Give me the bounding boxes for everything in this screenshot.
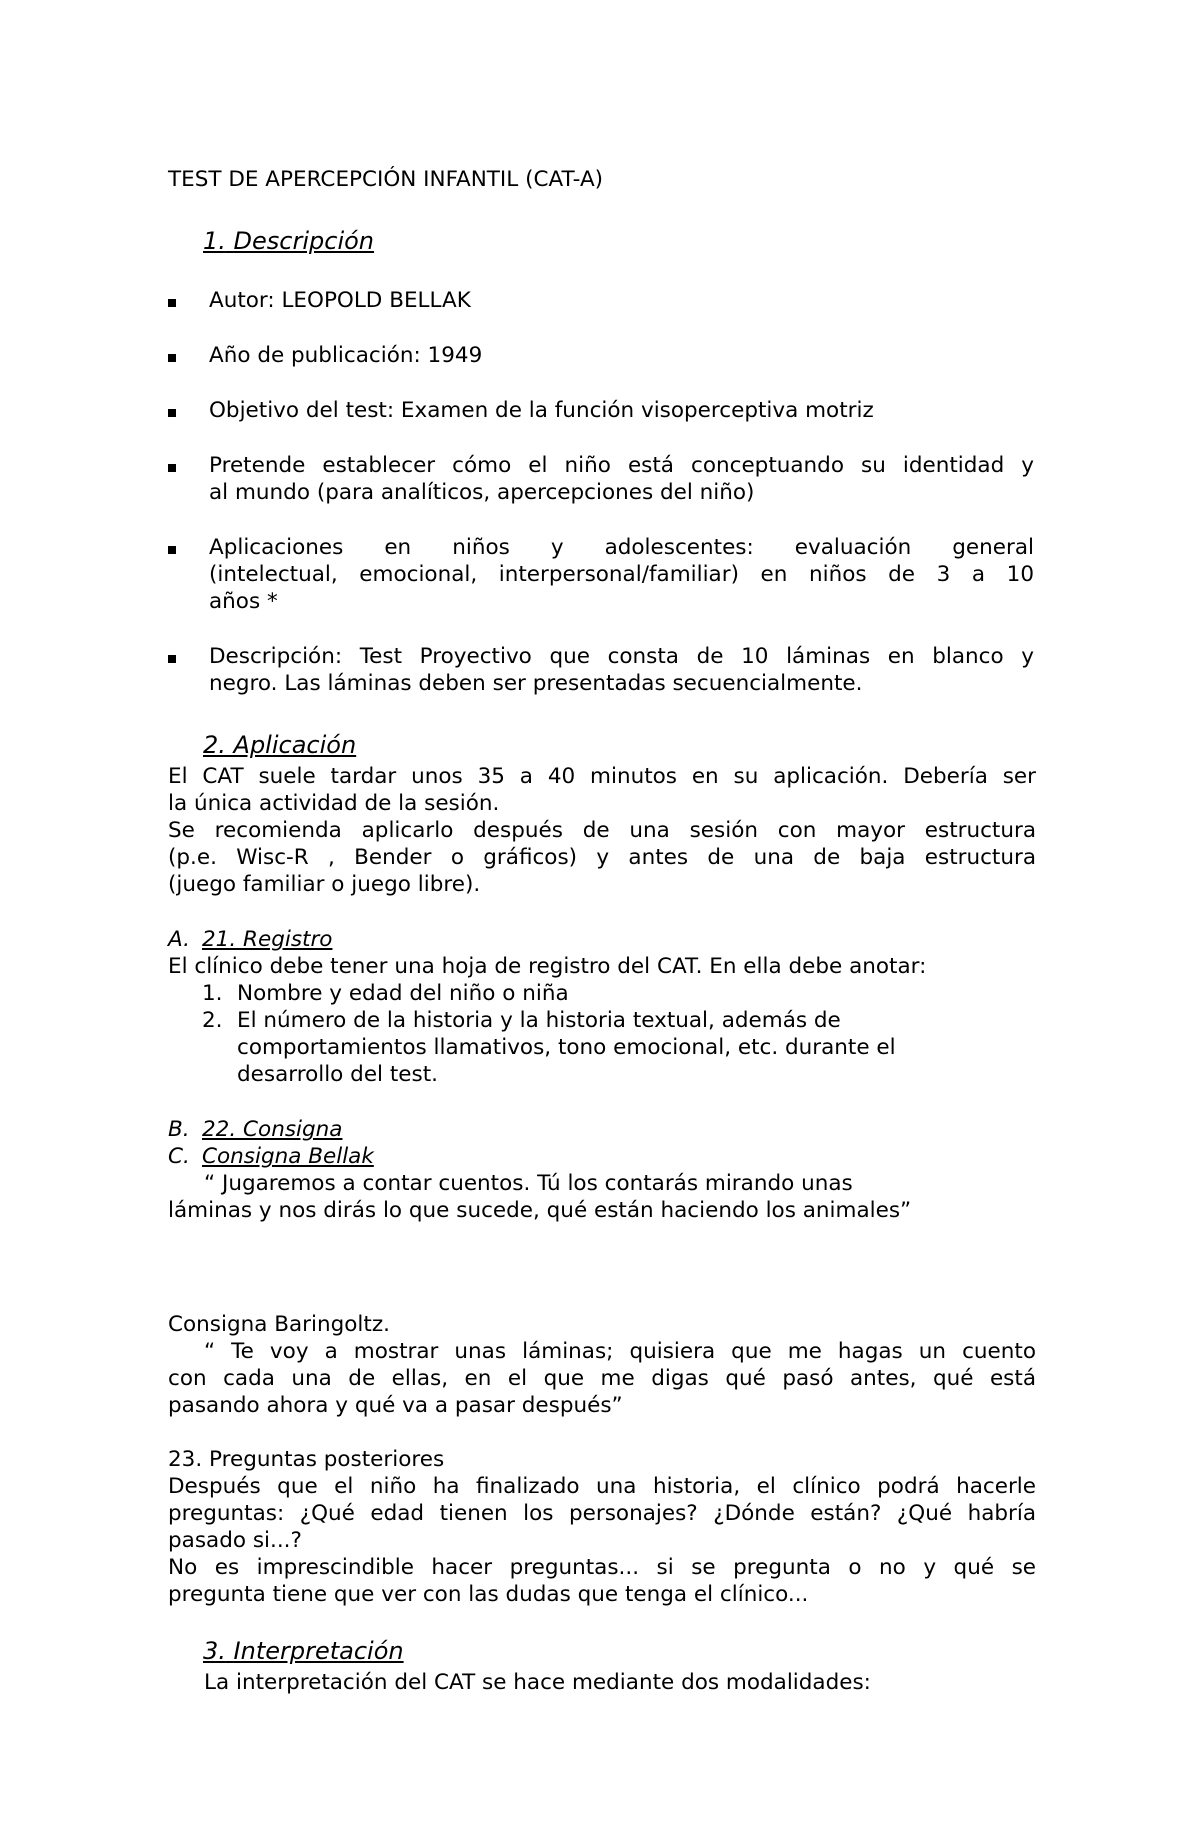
registro-item-2-line-3: desarrollo del test.: [237, 1062, 438, 1087]
registro-item-2-line-2: comportamientos llamativos, tono emocional, etc. durante el: [237, 1035, 896, 1060]
preguntas-line-5: pregunta tiene que ver con las dudas que tenga el clínico...: [168, 1582, 809, 1607]
bullet-descripcion-line-1: Descripción: Test Proyectivo que consta de 10 láminas en blanco y: [209, 644, 1034, 669]
section-1-number: 1.: [203, 227, 226, 255]
section-2-line-3: Se recomienda aplicarlo después de una sesión con mayor estructura: [168, 818, 1036, 843]
consigna-label: B.: [168, 1117, 190, 1142]
bullet-autor: Autor: LEOPOLD BELLAK: [209, 288, 471, 313]
section-1-heading: [203, 228, 374, 255]
preguntas-title: 23. Preguntas posteriores: [168, 1447, 445, 1472]
bullet-icon: [168, 655, 176, 663]
bullet-pretende-line-1: Pretende establecer cómo el niño está conceptuando su identidad y: [209, 453, 1034, 478]
bullet-aplicaciones-line-2: (intelectual, emocional, interpersonal/familiar) en niños de 3 a 10: [209, 562, 1034, 587]
bullet-pretende-line-2: al mundo (para analíticos, apercepciones del niño): [209, 480, 755, 505]
baringoltz-quote-line-2: con cada una de ellas, en el que me digas qué pasó antes, qué está: [168, 1366, 1036, 1391]
registro-item-2-number: 2.: [202, 1008, 223, 1033]
section-3-title: Interpretación: [233, 1637, 404, 1665]
section-3-text: La interpretación del CAT se hace mediante dos modalidades:: [204, 1670, 871, 1695]
baringoltz-quote-line-3: pasando ahora y qué va a pasar después”: [168, 1393, 623, 1418]
consigna-bellak-quote-line-2: láminas y nos dirás lo que sucede, qué están haciendo los animales”: [168, 1198, 912, 1223]
registro-item-1-number: 1.: [202, 981, 223, 1006]
section-2-line-4: (p.e. Wisc-R , Bender o gráficos) y antes de una de baja estructura: [168, 845, 1036, 870]
bullet-icon: [168, 464, 176, 472]
registro-heading: 21. Registro: [202, 927, 333, 952]
bullet-icon: [168, 354, 176, 362]
preguntas-line-4: No es imprescindible hacer preguntas... si se pregunta o no y qué se: [168, 1555, 1036, 1580]
section-2-line-5: (juego familiar o juego libre).: [168, 872, 481, 897]
section-1-title: Descripción: [233, 227, 375, 255]
consigna-bellak-label: C.: [168, 1144, 190, 1169]
registro-intro: El clínico debe tener una hoja de registro del CAT. En ella debe anotar:: [168, 954, 927, 979]
baringoltz-quote-line-1: “ Te voy a mostrar unas láminas; quisiera que me hagas un cuento: [204, 1339, 1036, 1364]
preguntas-line-3: pasado si...?: [168, 1528, 302, 1553]
bullet-icon: [168, 546, 176, 554]
bullet-aplicaciones-line-1: Aplicaciones en niños y adolescentes: evaluación general: [209, 535, 1034, 560]
registro-item-2-line-1: El número de la historia y la historia textual, además de: [237, 1008, 841, 1033]
registro-label: A.: [168, 927, 190, 952]
bullet-anio: Año de publicación: 1949: [209, 343, 483, 368]
consigna-bellak-heading: Consigna Bellak: [202, 1144, 374, 1169]
section-2-heading: 2. Aplicación: [203, 731, 357, 759]
document-title: TEST DE APERCEPCIÓN INFANTIL (CAT-A): [168, 167, 604, 192]
consigna-bellak-quote-line-1: “ Jugaremos a contar cuentos. Tú los contarás mirando unas: [204, 1171, 853, 1196]
baringoltz-title: Consigna Baringoltz.: [168, 1312, 390, 1337]
bullet-icon: [168, 409, 176, 417]
consigna-heading: 22. Consigna: [202, 1117, 343, 1142]
registro-item-1-text: Nombre y edad del niño o niña: [237, 981, 569, 1006]
bullet-aplicaciones-line-3: años *: [209, 589, 278, 614]
section-3-number: 3.: [203, 1637, 226, 1665]
section-2-line-2: la única actividad de la sesión.: [168, 791, 500, 816]
bullet-descripcion-line-2: negro. Las láminas deben ser presentadas secuencialmente.: [209, 671, 863, 696]
section-3-heading: [203, 1638, 404, 1665]
bullet-icon: [168, 299, 176, 307]
bullet-objetivo: Objetivo del test: Examen de la función visoperceptiva motriz: [209, 398, 874, 423]
preguntas-line-1: Después que el niño ha finalizado una historia, el clínico podrá hacerle: [168, 1474, 1036, 1499]
section-2-line-1: El CAT suele tardar unos 35 a 40 minutos en su aplicación. Debería ser: [168, 764, 1036, 789]
preguntas-line-2: preguntas: ¿Qué edad tienen los personajes? ¿Dónde están? ¿Qué habría: [168, 1501, 1036, 1526]
